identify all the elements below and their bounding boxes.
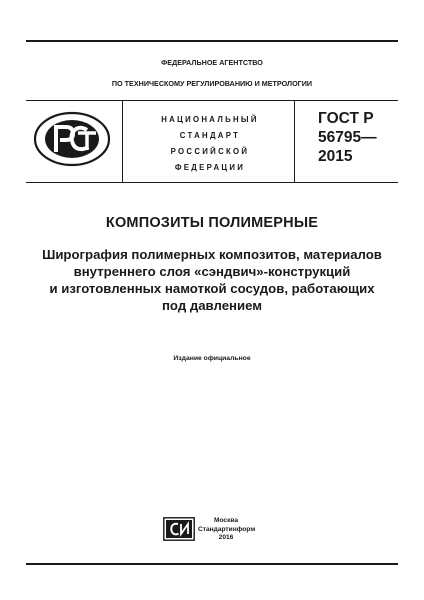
gost-line-3: 2015 (318, 148, 353, 165)
subtitle-line-2: внутреннего слоя «сэндвич»-конструкций (73, 264, 351, 279)
publisher-info (198, 517, 254, 543)
header-rule (26, 100, 398, 101)
standartinform-logo (163, 517, 195, 541)
official-edition: Издание официальное (173, 355, 251, 362)
agency-line-1: ФЕДЕРАЛЬНОЕ АГЕНТСТВО (161, 58, 263, 67)
standard-line-3: РОССИЙСКОЙ (170, 147, 250, 156)
gost-line-1: ГОСТ Р (318, 110, 374, 127)
standard-line-4: ФЕДЕРАЦИИ (174, 163, 246, 172)
subtitle-line-3: и изготовленных намоткой сосудов, работающих (49, 281, 375, 296)
document-title: КОМПОЗИТЫ ПОЛИМЕРНЫЕ (105, 215, 319, 231)
gost-r-logo (32, 110, 112, 168)
top-rule (26, 40, 398, 42)
publisher-name: Стандартинформ (198, 525, 256, 533)
national-standard-block (140, 112, 280, 176)
standard-line-2: СТАНДАРТ (179, 131, 241, 140)
bottom-rule (26, 563, 398, 565)
divider-right (294, 101, 295, 182)
subtitle-line-1: Ширография полимерных композитов, материалов (42, 247, 382, 262)
gost-line-2: 56795— (318, 129, 377, 146)
standard-line-1: НАЦИОНАЛЬНЫЙ (161, 115, 259, 124)
subtitle-line-4: под давлением (161, 298, 263, 313)
agency-line-2: ПО ТЕХНИЧЕСКОМУ РЕГУЛИРОВАНИЮ И МЕТРОЛОГИИ (111, 79, 313, 88)
publisher-city: Москва (213, 517, 239, 524)
gost-number (318, 109, 408, 166)
publisher-year: 2016 (218, 534, 234, 541)
divider-left (122, 101, 123, 182)
block-rule (26, 182, 398, 183)
